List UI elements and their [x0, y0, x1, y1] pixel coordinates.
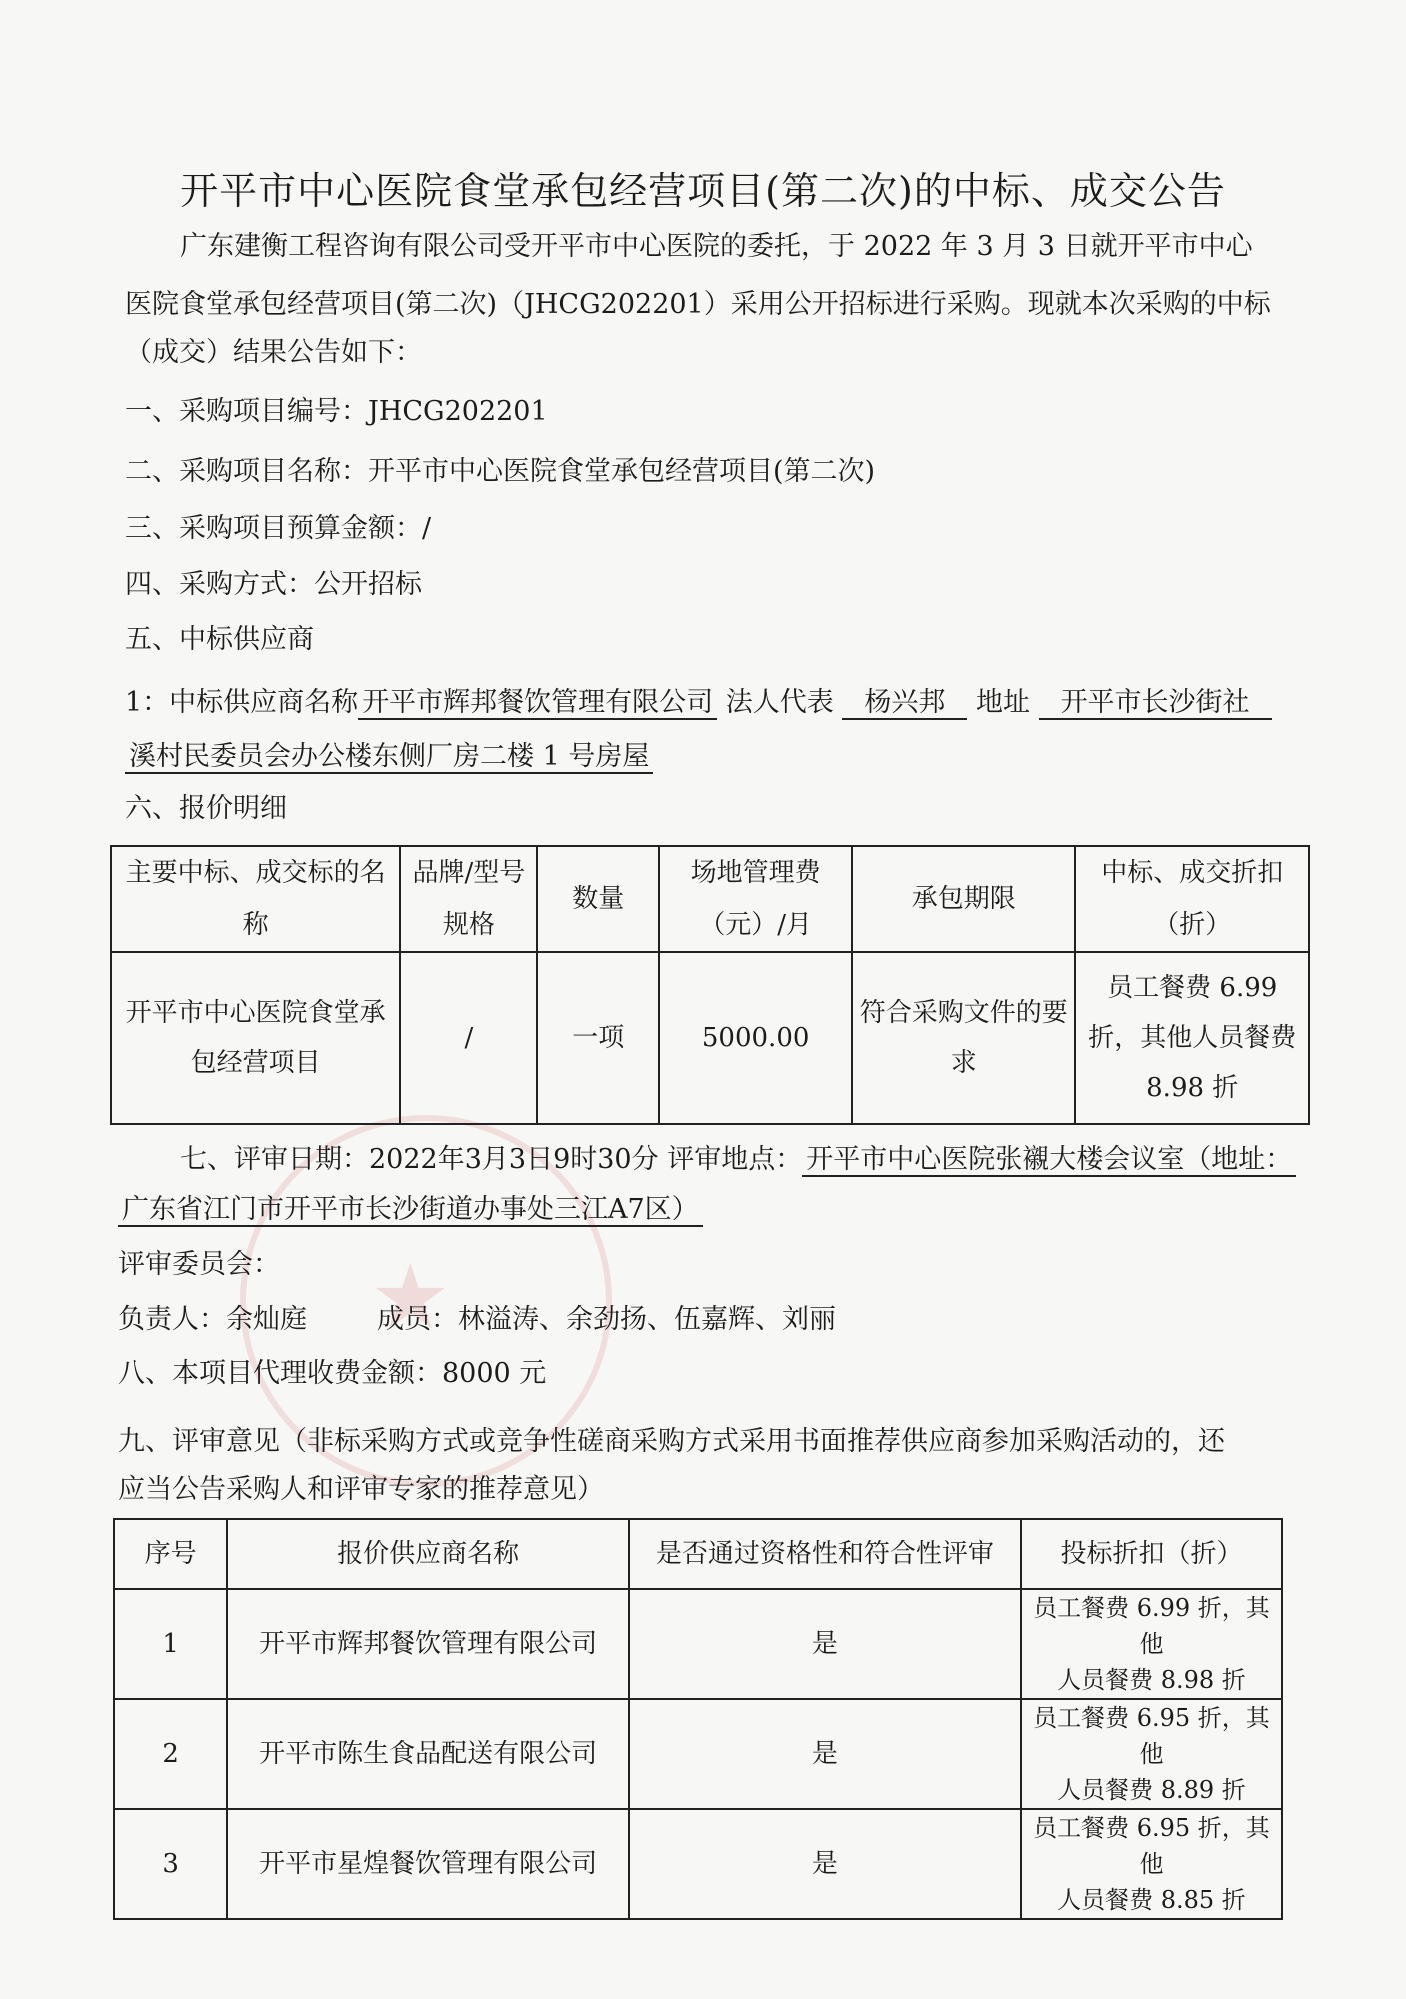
quote-header-cell: 承包期限 — [852, 846, 1075, 952]
opinion-line-2: 应当公告采购人和评审专家的推荐意见） — [118, 1474, 604, 1505]
quote-cell: 员工餐费 6.99 折，其他人员餐费 8.98 折 — [1075, 952, 1309, 1124]
review-place-2: 广东省江门市开平市长沙街道办事处三江A7区） — [118, 1195, 703, 1227]
legal-rep: 杨兴邦 — [842, 688, 967, 720]
agency-fee: 八、本项目代理收费金额：8000 元 — [118, 1358, 547, 1389]
project-budget: 三、采购项目预算金额：/ — [125, 513, 432, 544]
procurement-method: 四、采购方式：公开招标 — [125, 569, 422, 600]
supplier-name-cell: 开平市辉邦餐饮管理有限公司 — [227, 1589, 629, 1699]
quote-header-row — [111, 846, 1309, 952]
quote-header-cell: 中标、成交折扣（折） — [1075, 846, 1309, 952]
review-date-line — [180, 1143, 1296, 1177]
committee-line — [118, 1303, 836, 1337]
review-header-cell: 投标折扣（折） — [1021, 1519, 1282, 1589]
seal-star-icon: ★ — [370, 1245, 451, 1350]
address-line-2 — [125, 740, 653, 774]
discount-line-1: 员工餐费 6.95 折，其他 — [1033, 1704, 1270, 1768]
discount-line-2: 人员餐费 8.98 折 — [1057, 1666, 1246, 1694]
review-place-line-2 — [118, 1193, 703, 1227]
table-row — [114, 1809, 1282, 1919]
discount-line-2: 人员餐费 8.89 折 — [1057, 1776, 1246, 1804]
quote-heading: 六、报价明细 — [125, 793, 287, 824]
row-number: 3 — [114, 1809, 227, 1919]
discount-line-1: 员工餐费 6.99 折，其他 — [1033, 1594, 1270, 1658]
review-header-cell: 是否通过资格性和符合性评审 — [629, 1519, 1021, 1589]
quote-table — [110, 845, 1310, 1125]
supplier-name-label: 1：中标供应商名称 — [125, 687, 359, 718]
review-place-label: 评审地点： — [667, 1144, 803, 1175]
opinion-line-1: 九、评审意见（非标采购方式或竞争性磋商采购方式采用书面推荐供应商参加采购活动的，还 — [118, 1426, 1225, 1457]
quote-data-row — [111, 952, 1309, 1124]
review-table — [113, 1518, 1283, 1920]
discount-cell — [1021, 1699, 1282, 1809]
row-number: 1 — [114, 1589, 227, 1699]
quote-cell: / — [400, 952, 537, 1124]
committee-members: 成员：林溢涛、余劲扬、伍嘉辉、刘丽 — [377, 1304, 836, 1335]
legal-rep-label: 法人代表 — [725, 687, 834, 718]
supplier-name: 开平市辉邦餐饮管理有限公司 — [358, 688, 717, 720]
review-date-label: 七、评审日期： — [180, 1144, 369, 1175]
address-part-2: 溪村民委员会办公楼东侧厂房二楼 1 号房屋 — [125, 742, 653, 774]
row-number: 2 — [114, 1699, 227, 1809]
discount-line-2: 人员餐费 8.85 折 — [1057, 1886, 1246, 1914]
project-name: 二、采购项目名称：开平市中心医院食堂承包经营项目(第二次) — [125, 456, 876, 487]
review-header-cell: 序号 — [114, 1519, 227, 1589]
quote-cell: 开平市中心医院食堂承包经营项目 — [111, 952, 400, 1124]
committee-heading: 评审委员会： — [118, 1249, 280, 1280]
review-header-row — [114, 1519, 1282, 1589]
supplier-name-cell: 开平市星煌餐饮管理有限公司 — [227, 1809, 629, 1919]
quote-cell: 5000.00 — [659, 952, 852, 1124]
quote-header-cell: 场地管理费（元）/月 — [659, 846, 852, 952]
page-title: 开平市中心医院食堂承包经营项目(第二次)的中标、成交公告 — [180, 169, 1226, 213]
review-date: 2022年3月3日9时30分 — [369, 1144, 659, 1175]
intro-line-1: 广东建衡工程咨询有限公司受开平市中心医院的委托，于 2022 年 3 月 3 日就开平市中心 — [180, 231, 1253, 262]
quote-cell: 符合采购文件的要求 — [852, 952, 1075, 1124]
discount-line-1: 员工餐费 6.95 折，其他 — [1033, 1814, 1270, 1878]
committee-leader: 负责人：余灿庭 — [118, 1304, 307, 1335]
quote-header-cell: 主要中标、成交标的名称 — [111, 846, 400, 952]
supplier-heading: 五、中标供应商 — [125, 624, 314, 655]
review-header-cell: 报价供应商名称 — [227, 1519, 629, 1589]
review-place-1: 开平市中心医院张襯大楼会议室（地址： — [802, 1145, 1296, 1177]
table-row — [114, 1589, 1282, 1699]
discount-cell — [1021, 1809, 1282, 1919]
supplier-line — [125, 686, 1272, 720]
supplier-name-cell: 开平市陈生食品配送有限公司 — [227, 1699, 629, 1809]
project-number: 一、采购项目编号：JHCG202201 — [125, 396, 548, 427]
table-row — [114, 1699, 1282, 1809]
discount-cell — [1021, 1589, 1282, 1699]
quote-header-cell: 数量 — [537, 846, 659, 952]
address-part-1: 开平市长沙街社 — [1039, 688, 1272, 720]
quote-header-cell: 品牌/型号规格 — [400, 846, 537, 952]
quote-cell: 一项 — [537, 952, 659, 1124]
pass-cell: 是 — [629, 1809, 1021, 1919]
pass-cell: 是 — [629, 1589, 1021, 1699]
pass-cell: 是 — [629, 1699, 1021, 1809]
intro-line-2: 医院食堂承包经营项目(第二次)（JHCG202201）采用公开招标进行采购。现就本次采购的中标 — [125, 289, 1271, 320]
address-label: 地址 — [975, 687, 1030, 718]
intro-line-3: （成交）结果公告如下： — [125, 337, 422, 368]
